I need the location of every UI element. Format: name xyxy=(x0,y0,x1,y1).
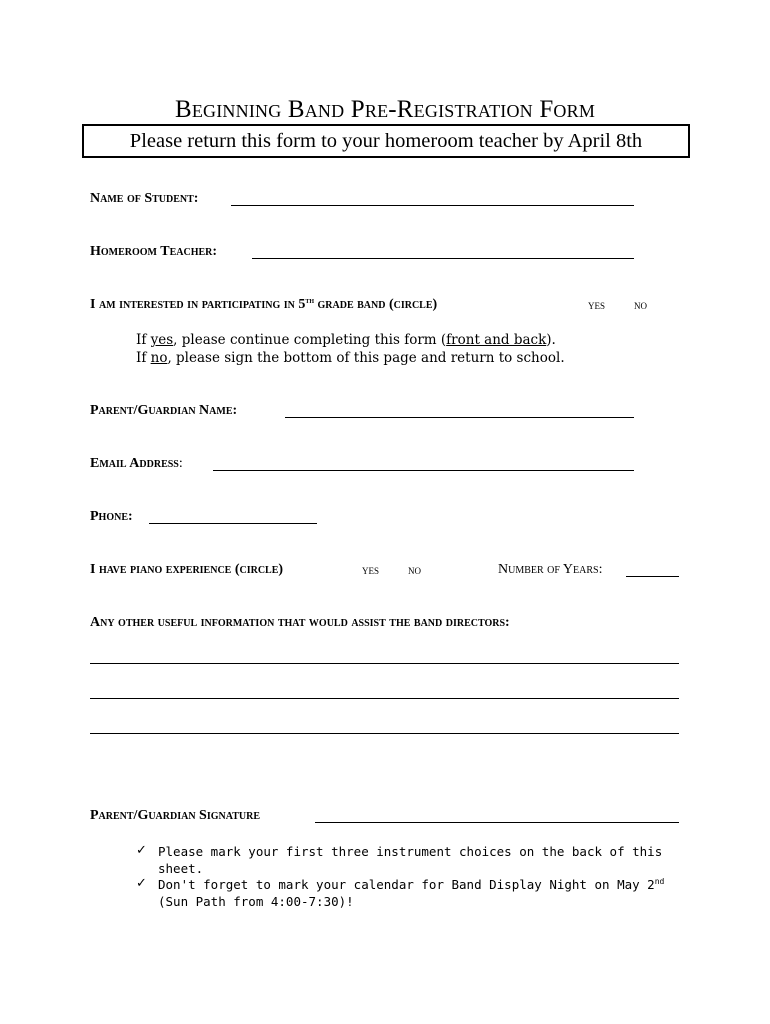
interest-label-sup: th xyxy=(305,296,315,305)
instruction-front-back: front and back xyxy=(446,332,547,348)
instruction-yes xyxy=(136,331,556,349)
student-name-label: Name of Student: xyxy=(90,191,199,206)
years-line[interactable] xyxy=(626,576,679,577)
reminder-instrument-choices: Please mark your first three instrument choices on the back of this sheet. xyxy=(158,844,663,876)
other-info-line-1[interactable] xyxy=(90,663,679,664)
return-notice: Please return this form to your homeroom teacher by April 8th xyxy=(82,124,690,158)
piano-label: I have piano experience (circle) xyxy=(90,562,284,577)
instruction-yes-pre: If xyxy=(136,332,151,348)
interest-label-end: grade band (circle) xyxy=(314,297,438,312)
reminder-band-display-night xyxy=(158,876,668,910)
other-info-line-3[interactable] xyxy=(90,733,679,734)
check-icon: ✓ xyxy=(136,876,147,891)
other-info-line-2[interactable] xyxy=(90,698,679,699)
parent-name-label: Parent/Guardian Name: xyxy=(90,403,238,418)
years-label: Number of Years: xyxy=(498,562,603,577)
parent-name-line[interactable] xyxy=(285,417,634,418)
instruction-no-word: no xyxy=(150,350,168,366)
homeroom-teacher-label: Homeroom Teacher: xyxy=(90,244,218,259)
interest-no-option[interactable]: no xyxy=(634,297,647,312)
reminder-r2-post: (Sun Path from 4:00-7:30)! xyxy=(158,894,354,909)
phone-line[interactable] xyxy=(149,523,317,524)
email-line[interactable] xyxy=(213,470,634,471)
check-icon: ✓ xyxy=(136,843,147,858)
interest-yes-option[interactable]: yes xyxy=(588,297,606,312)
instruction-yes-end: ). xyxy=(546,332,556,348)
piano-no-option[interactable]: no xyxy=(408,562,421,577)
email-label-text: Email Address xyxy=(90,456,179,471)
instruction-yes-mid: , please continue completing this form ( xyxy=(173,332,447,348)
homeroom-teacher-line[interactable] xyxy=(252,258,634,259)
instruction-yes-word: yes xyxy=(150,332,174,348)
instruction-no-end: , please sign the bottom of this page and return to school. xyxy=(167,350,565,366)
interest-label-main: I am interested in participating in 5 xyxy=(90,297,306,312)
instruction-no-pre: If xyxy=(136,350,151,366)
email-label-colon: : xyxy=(178,456,183,471)
interest-label xyxy=(90,296,437,314)
student-name-line[interactable] xyxy=(231,205,634,206)
signature-label: Parent/Guardian Signature xyxy=(90,808,260,823)
form-title: Beginning Band Pre-Registration Form xyxy=(174,96,596,123)
reminder-r2-pre: Don't forget to mark your calendar for Band Display Night on May 2 xyxy=(158,877,655,892)
reminder-r2-sup: nd xyxy=(654,877,665,886)
signature-line[interactable] xyxy=(315,822,679,823)
email-label xyxy=(90,455,183,473)
other-info-label: Any other useful information that would assist the band directors: xyxy=(90,615,510,630)
piano-yes-option[interactable]: yes xyxy=(362,562,380,577)
instruction-no xyxy=(136,349,565,367)
phone-label: Phone: xyxy=(90,509,133,524)
